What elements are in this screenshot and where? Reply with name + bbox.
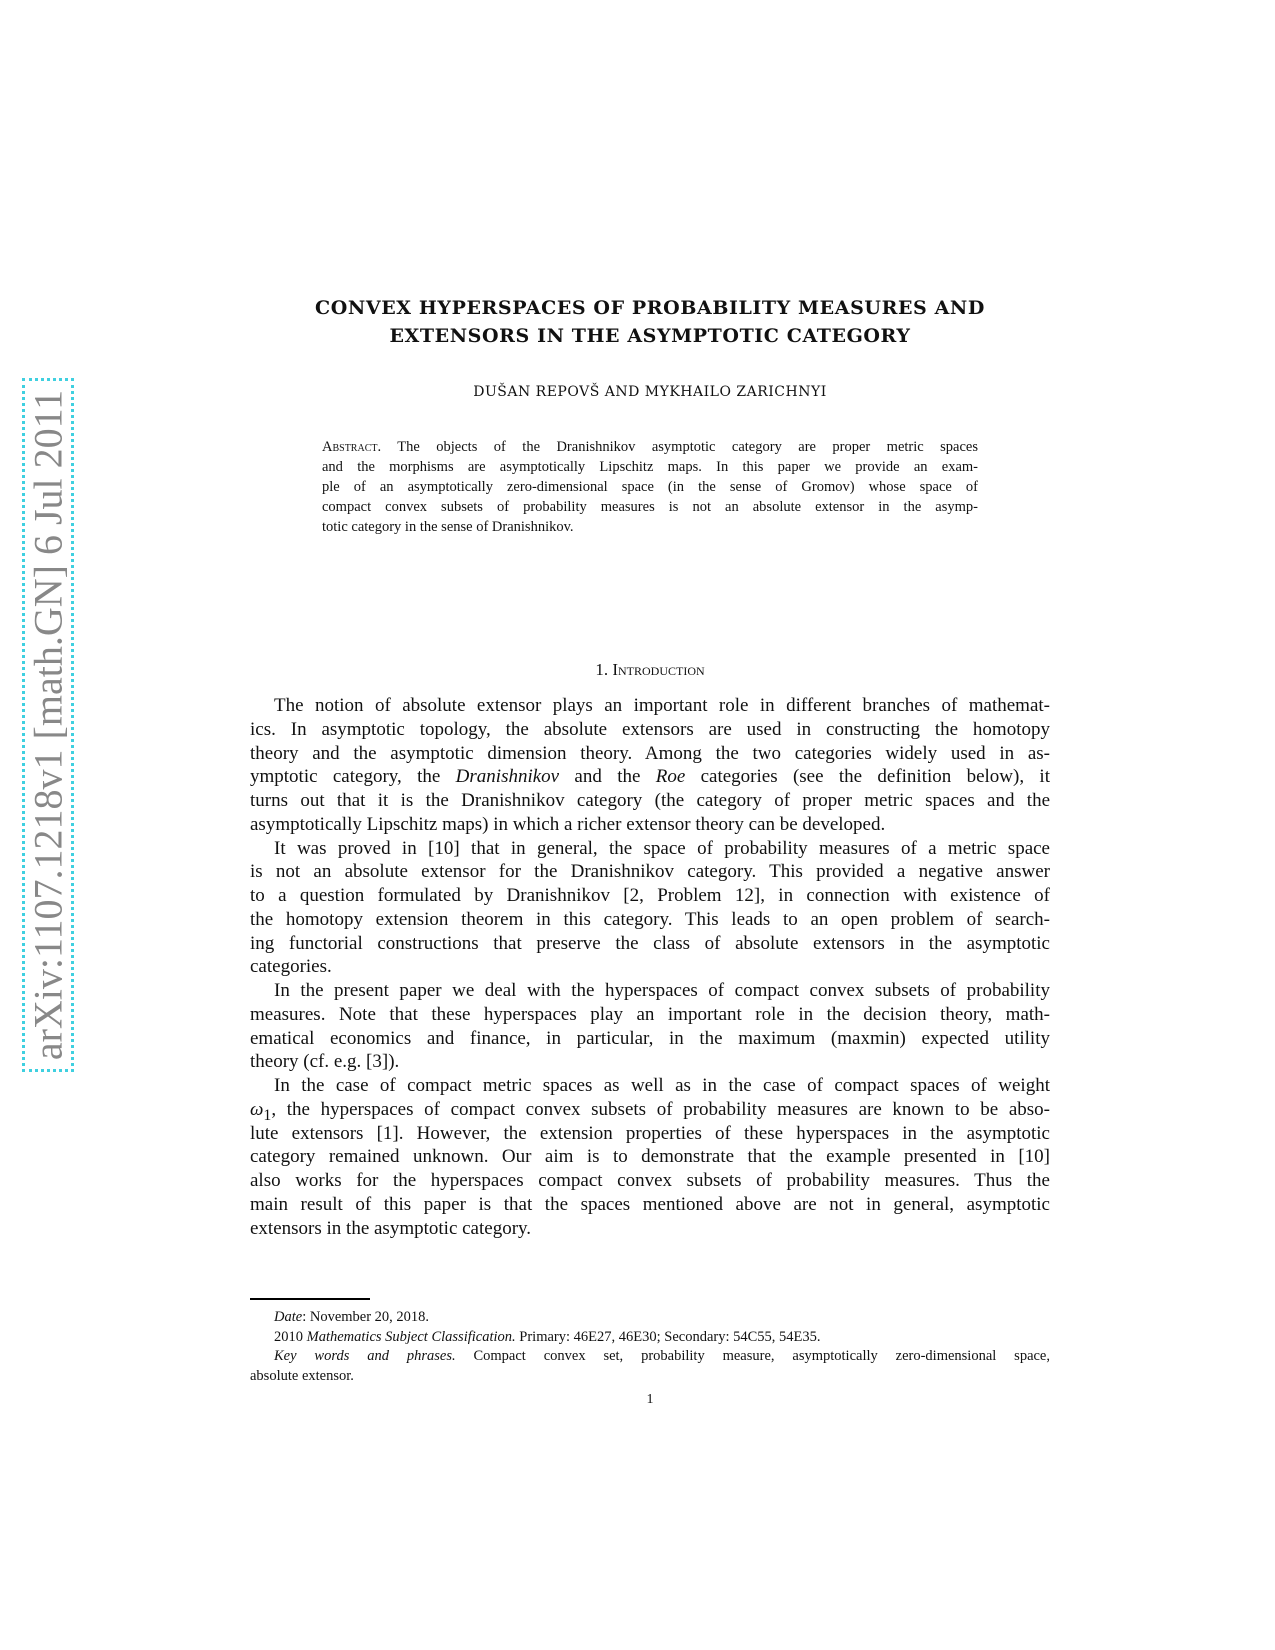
text-line bbox=[250, 1074, 1050, 1098]
text-segment: Compact convex set, probability measure, asymptotically zero-dimensional space, bbox=[455, 1348, 1050, 1364]
text-line bbox=[250, 979, 1050, 1003]
text-segment: turns out that it is the Dranishnikov category (the category of proper metric spaces and the bbox=[250, 790, 1050, 811]
abstract bbox=[322, 437, 978, 537]
italic-text: Mathematics Subject Classification. bbox=[306, 1328, 516, 1345]
text-segment: 2010 bbox=[274, 1328, 307, 1345]
footnote bbox=[250, 1308, 1050, 1328]
abstract-text: The objects of the Dranishnikov asymptotic category are proper metric spaces bbox=[397, 439, 978, 455]
arxiv-stamp bbox=[22, 378, 74, 1072]
italic-text: Key words and phrases. bbox=[274, 1348, 456, 1364]
paragraph bbox=[250, 837, 1050, 980]
text-line bbox=[250, 1027, 1050, 1051]
text-line bbox=[250, 1347, 1050, 1367]
text-line bbox=[250, 718, 1050, 742]
text-segment: also works for the hyperspaces compact convex subsets of probability measures. Thus the bbox=[250, 1170, 1050, 1191]
abstract-line bbox=[322, 497, 978, 517]
text-line bbox=[250, 1145, 1050, 1169]
text-line bbox=[250, 955, 1050, 979]
text-line bbox=[250, 1308, 1050, 1328]
paragraph bbox=[250, 979, 1050, 1074]
footnote-rule bbox=[250, 1298, 370, 1300]
paragraph bbox=[250, 1074, 1050, 1240]
text-line bbox=[250, 1098, 1050, 1122]
text-segment: is not an absolute extensor for the Dranishnikov category. This provided a negative answer bbox=[250, 861, 1050, 883]
text-segment: ics. In asymptotic topology, the absolute extensors are used in constructing the homotopy bbox=[250, 718, 1050, 740]
text-segment: lute extensors [1]. However, the extension properties of these hyperspaces in the asymptotic bbox=[250, 1122, 1050, 1144]
abstract-line bbox=[322, 437, 978, 457]
text-line bbox=[250, 694, 1050, 718]
italic-text: Roe bbox=[655, 766, 686, 788]
text-line bbox=[250, 742, 1050, 766]
abstract-text: compact convex subsets of probability measures is not an absolute extensor in the asymp- bbox=[322, 499, 978, 515]
text-line bbox=[250, 1050, 1050, 1074]
text-line bbox=[250, 1367, 1050, 1387]
text-segment: ing functorial constructions that preserve the class of absolute extensors in the asymptotic bbox=[250, 932, 1050, 954]
title-line: EXTENSORS IN THE ASYMPTOTIC CATEGORY bbox=[389, 325, 911, 347]
text-segment: In the present paper we deal with the hyperspaces of compact convex subsets of probability bbox=[274, 980, 1050, 1001]
text-segment: asymptotically Lipschitz maps) in which a richer extensor theory can be developed. bbox=[250, 813, 886, 835]
text-line bbox=[250, 1328, 1050, 1348]
text-segment: ematical economics and finance, in particular, in the maximum (maxmin) expected utility bbox=[250, 1027, 1050, 1049]
italic-text: Date bbox=[274, 1309, 303, 1325]
text-line bbox=[250, 1193, 1050, 1217]
abstract-line bbox=[322, 517, 978, 537]
text-segment: main result of this paper is that the spaces mentioned above are not in general, asymptotic bbox=[250, 1193, 1050, 1215]
text-segment: Primary: 46E27, 46E30; Secondary: 54C55, 54E35. bbox=[515, 1328, 821, 1345]
text-line bbox=[250, 860, 1050, 884]
italic-text: ω bbox=[250, 1098, 264, 1120]
subscript: 1 bbox=[263, 1106, 272, 1124]
abstract-text: and the morphisms are asymptotically Lipschitz maps. In this paper we provide an exam- bbox=[322, 459, 978, 475]
italic-text: Dranishnikov bbox=[455, 766, 560, 788]
section-title: Introduction bbox=[612, 660, 705, 679]
text-segment: The notion of absolute extensor plays an important role in different branches of mathemat- bbox=[274, 695, 1050, 716]
footnotes bbox=[250, 1308, 1050, 1386]
text-segment: , the hyperspaces of compact convex subsets of probability measures are known to be abso- bbox=[271, 1098, 1050, 1120]
text-line bbox=[250, 837, 1050, 861]
text-segment: measures. Note that these hyperspaces play an important role in the decision theory, math- bbox=[250, 1003, 1050, 1025]
text-segment: extensors in the asymptotic category. bbox=[250, 1217, 532, 1239]
text-line bbox=[250, 789, 1050, 813]
text-line bbox=[250, 765, 1050, 789]
body-text bbox=[250, 694, 1050, 1240]
text-segment: ymptotic category, the bbox=[250, 766, 456, 788]
text-line bbox=[250, 908, 1050, 932]
text-line bbox=[250, 932, 1050, 956]
abstract-label: Abstract. bbox=[322, 439, 382, 455]
text-segment: It was proved in [10] that in general, the space of probability measures of a metric space bbox=[274, 837, 1050, 859]
paper-title bbox=[0, 294, 1275, 350]
text-segment: to a question formulated by Dranishnikov [2, Problem 12], in connection with existence of bbox=[250, 885, 1050, 906]
text-segment: category remained unknown. Our aim is to demonstrate that the example presented in [10] bbox=[250, 1146, 1050, 1168]
text-segment: theory and the asymptotic dimension theory. Among the two categories widely used in as- bbox=[250, 742, 1050, 764]
text-segment: and the bbox=[559, 766, 656, 788]
authors: DUŠAN REPOVŠ AND MYKHAILO ZARICHNYI bbox=[473, 384, 827, 400]
arxiv-identifier: arXiv:1107.1218v1 [math.GN] 6 Jul 2011 bbox=[25, 389, 71, 1061]
text-line bbox=[250, 1122, 1050, 1146]
footnote bbox=[250, 1328, 1050, 1348]
abstract-line bbox=[322, 477, 978, 497]
footnote bbox=[250, 1347, 1050, 1386]
abstract-line bbox=[322, 457, 978, 477]
text-line bbox=[250, 884, 1050, 908]
title-line: CONVEX HYPERSPACES OF PROBABILITY MEASURES AND bbox=[315, 297, 985, 319]
text-segment: categories (see the definition below), it bbox=[685, 766, 1050, 788]
paragraph bbox=[250, 694, 1050, 837]
text-segment: absolute extensor. bbox=[250, 1367, 354, 1384]
page-number: 1 bbox=[646, 1392, 654, 1407]
text-line bbox=[250, 1169, 1050, 1193]
text-line bbox=[250, 813, 1050, 837]
text-segment: In the case of compact metric spaces as well as in the case of compact spaces of weight bbox=[274, 1075, 1050, 1096]
abstract-text: ple of an asymptotically zero-dimensional space (in the sense of Gromov) whose space of bbox=[322, 479, 978, 495]
text-line bbox=[250, 1003, 1050, 1027]
abstract-text: totic category in the sense of Dranishnikov. bbox=[322, 519, 574, 535]
text-segment: categories. bbox=[250, 956, 332, 978]
text-line bbox=[250, 1217, 1050, 1241]
section-number: 1. bbox=[595, 660, 609, 679]
text-segment: the homotopy extension theorem in this category. This leads to an open problem of search- bbox=[250, 908, 1050, 930]
section-heading bbox=[0, 659, 1275, 681]
text-segment: theory (cf. e.g. [3]). bbox=[250, 1051, 400, 1073]
text-segment: : November 20, 2018. bbox=[302, 1309, 430, 1325]
